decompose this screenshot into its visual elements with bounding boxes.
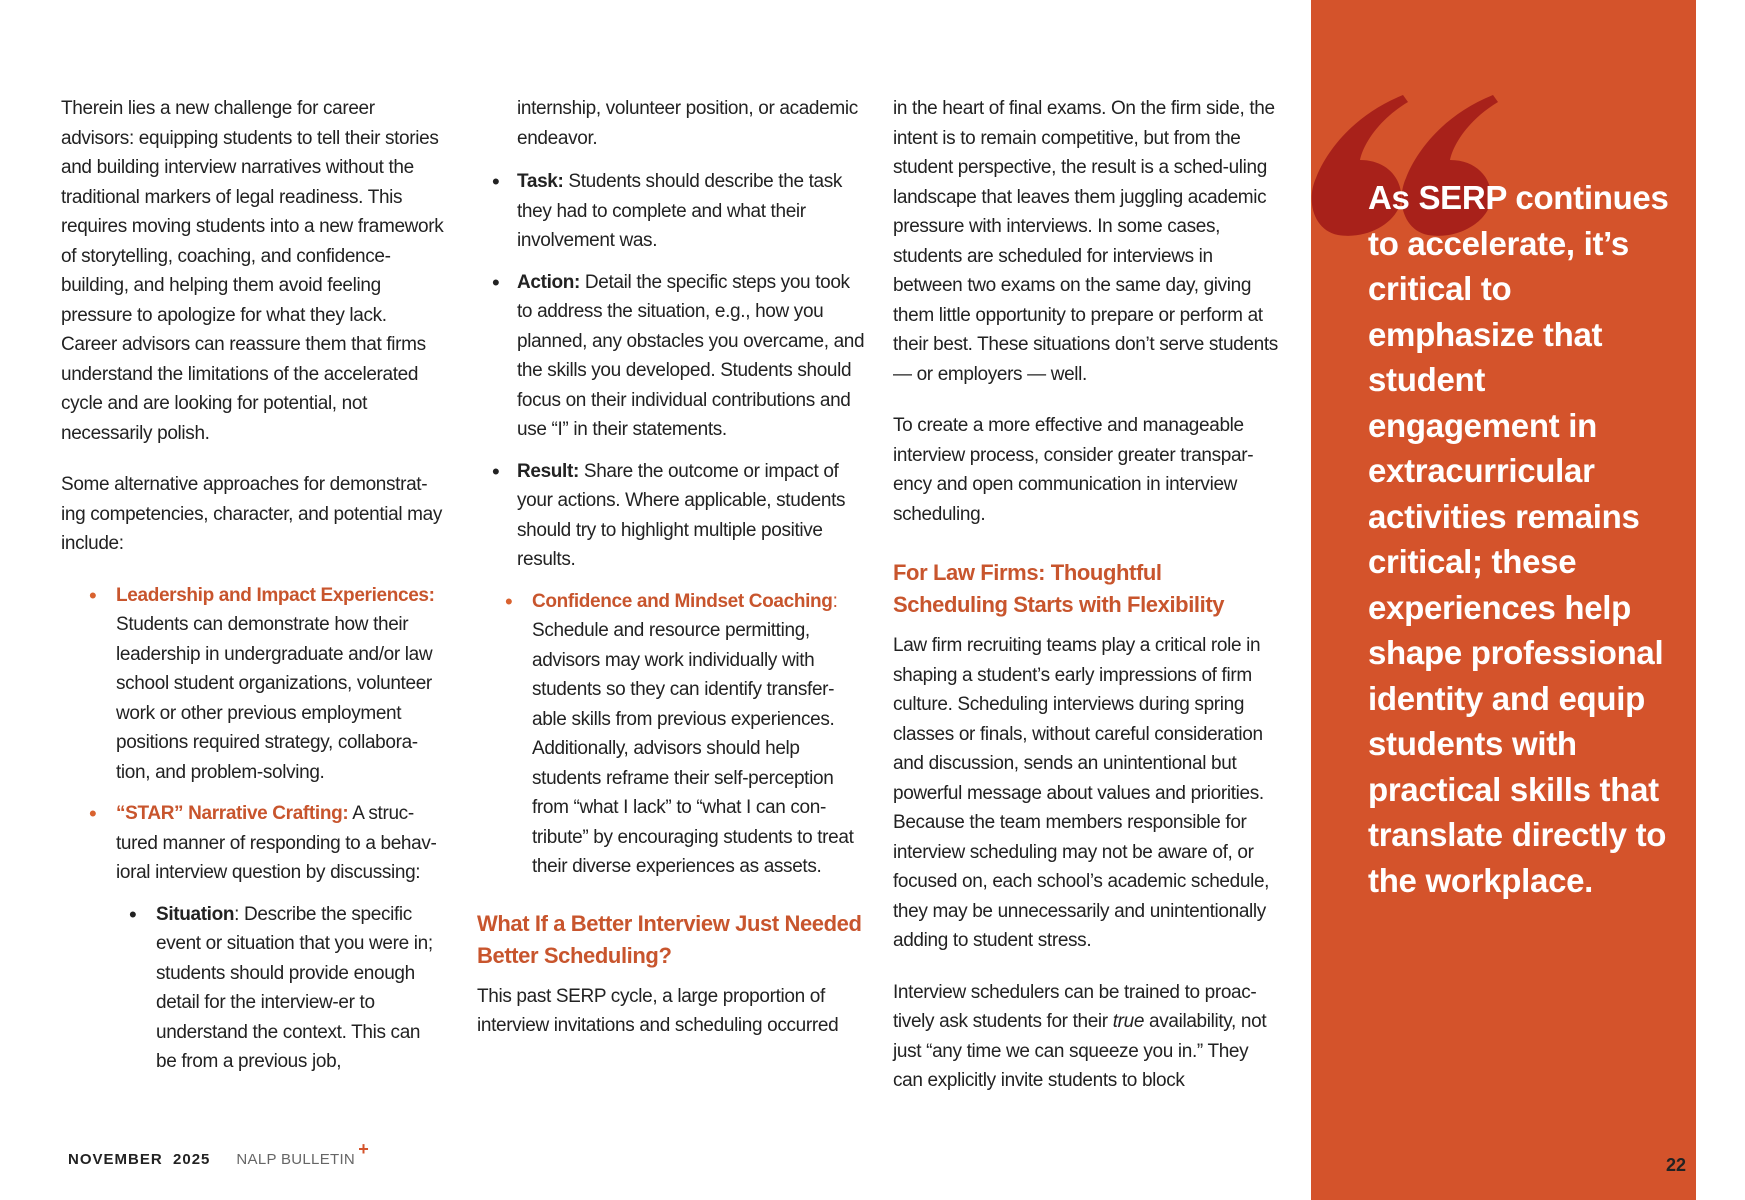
- bullet-text: Detail the specific steps you took to address the situation, e.g., how you planned, any obstacles you overcame, and the skills you developed. Students should focus on their individual contributions and use “I” in their statements.: [517, 271, 865, 440]
- list-item: [477, 167, 865, 256]
- bullet-list: [61, 581, 444, 888]
- bullet-title: Result:: [517, 460, 579, 482]
- bullet-title: Task:: [517, 171, 564, 192]
- bullet-text: Students should describe the task they had to complete and what their involvement was.: [517, 171, 843, 251]
- paragraph: Therein lies a new challenge for career advisors: equipping students to tell their stories and building interview narratives without the traditional markers of legal readiness. This requires moving students into a new framework of storytelling, coaching, and confidence-building, and helping them avoid feeling pressure to apologize for what they lack. Career advisors can reassure them that firms understand the limitations of the accelerated cycle and are looking for potential, not necessarily polish.: [61, 98, 444, 444]
- bullet-text: : Describe the specific event or situation that you were in; students should provide enough detail for the interview-er to understand the context. This can be from a previous job,: [156, 903, 433, 1072]
- bullet-title: “STAR” Narrative Crafting:: [116, 803, 349, 824]
- bullet-text: internship, volunteer position, or academic endeavor.: [517, 98, 858, 149]
- list-item: [61, 581, 444, 788]
- list-item: [477, 268, 865, 445]
- sub-bullet-list: [477, 167, 865, 575]
- bullet-title: Action:: [517, 271, 580, 293]
- bullet-title: Confidence and Mindset Coaching: [532, 590, 833, 612]
- sub-bullet-list-continued: [477, 94, 865, 153]
- bullet-text: Students can demonstrate how their leadership in undergraduate and/or law school student organizations, volunteer work or other previous employment positions required strategy, collabora-tion, and problem-solving.: [116, 614, 433, 783]
- emphasis-text: true: [1112, 1011, 1145, 1032]
- paragraph-text: availability, not just “any time we can squeeze you in.” They can explicitly invite students to block: [893, 1011, 1267, 1091]
- bullet-list: [477, 587, 865, 882]
- list-item: [477, 457, 865, 575]
- list-item: [61, 799, 444, 888]
- paragraph: This past SERP cycle, a large proportion of interview invitations and scheduling occurred: [477, 985, 839, 1036]
- paragraph: in the heart of final exams. On the firm side, the intent is to remain competitive, but from the student perspective, the result is a sched-uling landscape that leaves them juggling academic pressure with interviews. In some cases, students are scheduled for interviews in between two exams on the same day, giving them little opportunity to prepare or perform at their best. These situations don’t serve students — or employers — well.: [893, 98, 1278, 385]
- publication-name-text: NALP BULLETIN: [236, 1151, 356, 1168]
- section-heading: What If a Better Interview Just Needed Better Scheduling?: [477, 910, 862, 968]
- bullet-text: Schedule and resource permitting, advisors may work individually with students so they can identify transfer-able skills from previous experiences. Additionally, advisors should help students reframe their self-perception from “what I lack” to “what I can con-tribute” by encouraging students to treat their diverse experiences as assets.: [532, 620, 854, 877]
- list-item: [61, 900, 444, 1077]
- article-column-2: [477, 94, 865, 1063]
- pull-quote: As SERP continues to accelerate, it’s critical to emphasize that student engagement in extracurricular activities remains critical; these experiences help shape professional identity and equip students with practical skills that translate directly to the workplace.: [1368, 179, 1669, 899]
- page-footer: [68, 1139, 370, 1168]
- publication-name: [236, 1139, 370, 1168]
- bullet-colon: :: [832, 590, 838, 612]
- issue-date: NOVEMBER 2025: [68, 1151, 211, 1168]
- paragraph: To create a more effective and manageable interview process, consider greater transpar-ency and open communication in interview scheduling.: [893, 415, 1254, 525]
- article-column-3: [893, 94, 1278, 1118]
- paragraph: Law firm recruiting teams play a critical role in shaping a student’s early impressions of firm culture. Scheduling interviews during spring classes or finals, without careful consideration and discussion, sends an unintentional but powerful message about values and priorities. Because the team members responsible for interview scheduling may not be aware of, or focused on, each school’s academic schedule, they may be unnecessarily and unintentionally adding to student stress.: [893, 635, 1270, 951]
- bullet-title: Situation: [156, 903, 235, 925]
- section-heading: For Law Firms: Thoughtful Scheduling Starts with Flexibility: [893, 560, 1225, 617]
- plus-icon: +: [358, 1139, 370, 1159]
- paragraph-text: Interview schedulers can be trained to proac-tively ask students for their: [893, 981, 1257, 1032]
- bullet-title: Leadership and Impact Experiences:: [116, 584, 435, 606]
- paragraph: [893, 978, 1278, 1096]
- list-item: [477, 587, 865, 882]
- bullet-text: A struc-tured manner of responding to a behav-ioral interview question by discussing:: [116, 803, 437, 883]
- article-column-1: [61, 94, 444, 1089]
- bullet-text: Share the outcome or impact of your actions. Where applicable, students should try to highlight multiple positive results.: [517, 460, 846, 570]
- page-number: 22: [1666, 1155, 1687, 1175]
- sub-bullet-list: [61, 900, 444, 1077]
- paragraph: Some alternative approaches for demonstrat-ing competencies, character, and potential may include:: [61, 474, 443, 554]
- list-item: [477, 94, 865, 153]
